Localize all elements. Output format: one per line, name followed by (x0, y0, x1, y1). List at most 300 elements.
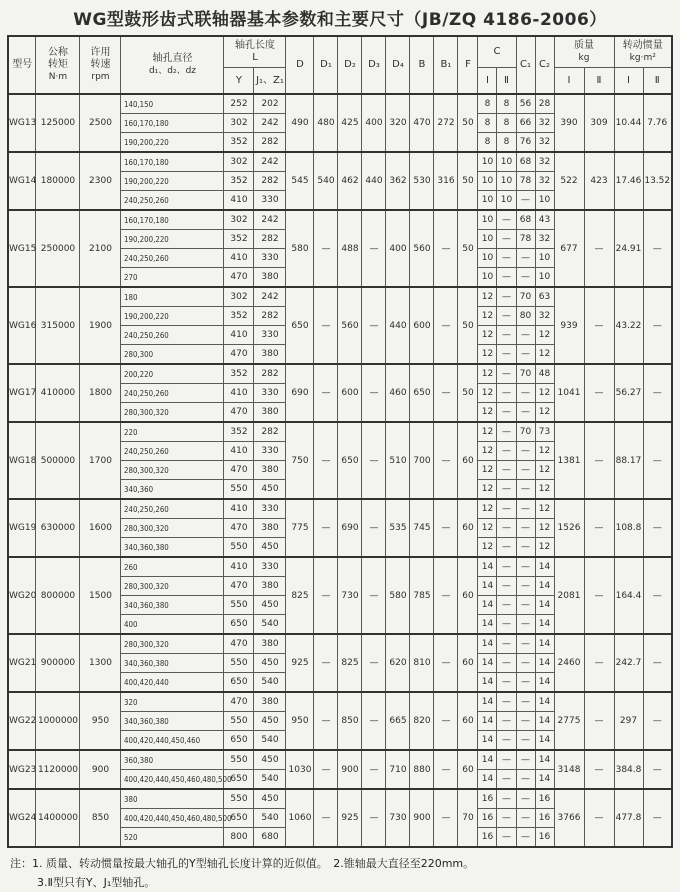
length-y-cell: 800 (224, 828, 254, 848)
bore-diameter-list: 360,380 (124, 755, 154, 765)
c-ii-cell: — (497, 538, 516, 558)
dim-d3-cell: — (362, 364, 386, 422)
c2-cell: 14 (535, 750, 554, 770)
length-j1z1-cell: 202 (254, 94, 286, 114)
bore-diameters-cell (121, 114, 224, 133)
c-ii-cell: — (497, 634, 516, 654)
mass-i-cell: 2081 (554, 557, 584, 634)
c2-cell: 14 (535, 577, 554, 596)
c-ii-cell: — (497, 557, 516, 577)
c-i-cell: 12 (478, 384, 497, 403)
model-cell: WG14 (8, 152, 36, 210)
mass-i-cell: 2460 (554, 634, 584, 692)
dim-d1-cell: — (314, 287, 338, 364)
inertia-i-cell: 164.4 (614, 557, 643, 634)
bore-diameter-list: 240,250,260 (124, 446, 170, 456)
length-y-cell: 470 (224, 403, 254, 423)
length-y-cell: 410 (224, 191, 254, 211)
length-j1z1-cell: 242 (254, 287, 286, 307)
dim-d3-cell: — (362, 789, 386, 847)
spec-row (8, 287, 672, 307)
model-cell: WG22 (8, 692, 36, 750)
c-ii-cell: 8 (497, 133, 516, 153)
mass-i-cell: 3148 (554, 750, 584, 789)
c-ii-cell: — (497, 692, 516, 712)
c1-cell: — (516, 770, 535, 790)
dim-f-cell: 70 (458, 789, 478, 847)
c1-cell: — (516, 692, 535, 712)
spec-row (8, 692, 672, 712)
c-ii-cell: — (497, 789, 516, 809)
dim-f-cell: 60 (458, 499, 478, 557)
mass-ii-cell: — (584, 287, 614, 364)
length-y-cell: 650 (224, 615, 254, 635)
length-j1z1-cell: 540 (254, 673, 286, 693)
c-ii-cell: — (497, 249, 516, 268)
bore-diameters-cell (121, 654, 224, 673)
c-ii-cell: — (497, 345, 516, 365)
col-header-inertia-ii: Ⅱ (643, 68, 672, 95)
c-ii-cell: — (497, 596, 516, 615)
c-ii-cell: — (497, 828, 516, 848)
c-ii-cell: — (497, 422, 516, 442)
c-i-cell: 14 (478, 557, 497, 577)
c2-cell: 12 (535, 499, 554, 519)
dim-d3-cell: — (362, 422, 386, 499)
spec-row (8, 422, 672, 442)
c2-cell: 10 (535, 191, 554, 211)
dim-d2-cell: 425 (338, 94, 362, 152)
length-y-cell: 550 (224, 596, 254, 615)
c-i-cell: 14 (478, 712, 497, 731)
c-ii-cell: — (497, 673, 516, 693)
dim-d2-cell: 650 (338, 422, 362, 499)
length-y-cell: 352 (224, 307, 254, 326)
col-header-length-j1z1: J₁、Z₁ (254, 68, 286, 95)
inertia-i-cell: 88.17 (614, 422, 643, 499)
dim-b1-cell: 272 (434, 94, 458, 152)
bore-diameter-list: 380 (124, 794, 138, 804)
dim-d4-cell: 620 (386, 634, 410, 692)
c2-cell: 32 (535, 133, 554, 153)
dim-d4-cell: 710 (386, 750, 410, 789)
length-j1z1-cell: 450 (254, 596, 286, 615)
c1-cell: — (516, 326, 535, 345)
dim-b-cell: 820 (410, 692, 434, 750)
bore-diameter-list: 400,420,440,450,460 (124, 735, 201, 745)
length-y-cell: 352 (224, 422, 254, 442)
c-ii-cell: — (497, 287, 516, 307)
dim-d1-cell: 480 (314, 94, 338, 152)
inertia-i-cell: 384.8 (614, 750, 643, 789)
c2-cell: 12 (535, 384, 554, 403)
length-j1z1-cell: 380 (254, 345, 286, 365)
c-i-cell: 12 (478, 326, 497, 345)
bore-diameters-cell (121, 499, 224, 519)
model-cell: WG19 (8, 499, 36, 557)
col-header-d3: D₃ (362, 36, 386, 94)
model-cell: WG24 (8, 789, 36, 847)
c-i-cell: 12 (478, 480, 497, 500)
c1-cell: — (516, 538, 535, 558)
bore-diameter-list: 240,250,260 (124, 253, 170, 263)
inertia-i-cell: 10.44 (614, 94, 643, 152)
c1-cell: 78 (516, 230, 535, 249)
dim-d1-cell: — (314, 634, 338, 692)
bore-diameters-cell (121, 828, 224, 848)
c1-cell: 66 (516, 114, 535, 133)
dim-d4-cell: 535 (386, 499, 410, 557)
c-ii-cell: — (497, 364, 516, 384)
c2-cell: 14 (535, 712, 554, 731)
dim-d3-cell: — (362, 557, 386, 634)
torque-cell: 800000 (36, 557, 80, 634)
dim-b-cell: 650 (410, 364, 434, 422)
inertia-ii-cell: — (643, 364, 672, 422)
c1-cell: — (516, 461, 535, 480)
dim-b-cell: 560 (410, 210, 434, 287)
length-y-cell: 470 (224, 692, 254, 712)
col-header-d4: D₄ (386, 36, 410, 94)
dim-d-cell: 925 (286, 634, 314, 692)
dim-b-cell: 470 (410, 94, 434, 152)
dim-d1-cell: — (314, 210, 338, 287)
bore-diameter-list: 340,360,380 (124, 600, 170, 610)
c2-cell: 14 (535, 634, 554, 654)
spec-row (8, 210, 672, 230)
inertia-i-cell: 108.8 (614, 499, 643, 557)
length-j1z1-cell: 330 (254, 249, 286, 268)
dim-f-cell: 50 (458, 364, 478, 422)
c1-cell: — (516, 596, 535, 615)
c-i-cell: 12 (478, 519, 497, 538)
dim-b1-cell: — (434, 692, 458, 750)
mass-i-cell: 1041 (554, 364, 584, 422)
inertia-ii-cell: — (643, 499, 672, 557)
inertia-i-cell: 56.27 (614, 364, 643, 422)
torque-cell: 250000 (36, 210, 80, 287)
c1-cell: — (516, 731, 535, 751)
length-y-cell: 650 (224, 770, 254, 790)
dim-d4-cell: 362 (386, 152, 410, 210)
c-i-cell: 16 (478, 809, 497, 828)
length-j1z1-cell: 380 (254, 634, 286, 654)
length-j1z1-cell: 380 (254, 519, 286, 538)
dim-d-cell: 545 (286, 152, 314, 210)
c2-cell: 16 (535, 789, 554, 809)
col-header-mass-i: Ⅰ (554, 68, 584, 95)
c-i-cell: 8 (478, 94, 497, 114)
length-y-cell: 302 (224, 287, 254, 307)
dim-b1-cell: — (434, 634, 458, 692)
c2-cell: 10 (535, 268, 554, 288)
length-y-cell: 470 (224, 519, 254, 538)
col-header-d: D (286, 36, 314, 94)
bore-diameters-cell (121, 422, 224, 442)
c1-cell: — (516, 519, 535, 538)
c1-cell: 56 (516, 94, 535, 114)
length-y-cell: 550 (224, 789, 254, 809)
col-header-b1: B₁ (434, 36, 458, 94)
dim-b1-cell: — (434, 557, 458, 634)
c1-cell: 78 (516, 172, 535, 191)
c-i-cell: 8 (478, 133, 497, 153)
c2-cell: 12 (535, 403, 554, 423)
torque-cell: 410000 (36, 364, 80, 422)
col-header-mass: 质量 kg (554, 36, 614, 68)
c1-cell: — (516, 191, 535, 211)
bore-diameter-list: 340,360,380 (124, 658, 170, 668)
bore-diameter-list: 190,200,220 (124, 176, 170, 186)
c-ii-cell: — (497, 230, 516, 249)
dim-d3-cell: — (362, 287, 386, 364)
length-j1z1-cell: 540 (254, 809, 286, 828)
model-cell: WG21 (8, 634, 36, 692)
dim-d2-cell: 690 (338, 499, 362, 557)
dim-f-cell: 60 (458, 634, 478, 692)
dim-d-cell: 650 (286, 287, 314, 364)
bore-diameters-cell (121, 789, 224, 809)
length-j1z1-cell: 330 (254, 326, 286, 345)
length-j1z1-cell: 450 (254, 538, 286, 558)
c1-cell: 80 (516, 307, 535, 326)
speed-cell: 1700 (80, 422, 121, 499)
inertia-ii-cell: — (643, 557, 672, 634)
dim-f-cell: 60 (458, 692, 478, 750)
dim-b1-cell: — (434, 210, 458, 287)
c2-cell: 14 (535, 731, 554, 751)
length-j1z1-cell: 282 (254, 133, 286, 153)
spec-row (8, 364, 672, 384)
c1-cell: — (516, 249, 535, 268)
length-y-cell: 650 (224, 673, 254, 693)
mass-i-cell: 1526 (554, 499, 584, 557)
dim-d1-cell: — (314, 364, 338, 422)
c2-cell: 14 (535, 770, 554, 790)
c1-cell: — (516, 809, 535, 828)
c1-cell: — (516, 442, 535, 461)
c-ii-cell: — (497, 712, 516, 731)
mass-ii-cell: — (584, 499, 614, 557)
dim-b-cell: 785 (410, 557, 434, 634)
inertia-i-cell: 477.8 (614, 789, 643, 847)
c-ii-cell: 8 (497, 114, 516, 133)
bore-diameter-list: 140,150 (124, 99, 154, 109)
c2-cell: 63 (535, 287, 554, 307)
inertia-ii-cell: — (643, 422, 672, 499)
mass-ii-cell: 423 (584, 152, 614, 210)
length-y-cell: 470 (224, 577, 254, 596)
length-j1z1-cell: 242 (254, 210, 286, 230)
length-j1z1-cell: 680 (254, 828, 286, 848)
inertia-ii-cell: — (643, 210, 672, 287)
c2-cell: 14 (535, 557, 554, 577)
mass-ii-cell: — (584, 210, 614, 287)
bore-diameters-cell (121, 538, 224, 558)
page-title: WG型鼓形齿式联轴器基本参数和主要尺寸（JB/ZQ 4186-2006） (73, 10, 607, 30)
c1-cell: 68 (516, 210, 535, 230)
bore-diameters-cell (121, 384, 224, 403)
c-ii-cell: — (497, 442, 516, 461)
mass-i-cell: 3766 (554, 789, 584, 847)
length-j1z1-cell: 450 (254, 789, 286, 809)
c1-cell: — (516, 615, 535, 635)
speed-cell: 1500 (80, 557, 121, 634)
model-cell: WG15 (8, 210, 36, 287)
bore-diameter-list: 340,360 (124, 484, 154, 494)
mass-ii-cell: 309 (584, 94, 614, 152)
c-ii-cell: — (497, 750, 516, 770)
dim-d3-cell: — (362, 692, 386, 750)
model-cell: WG13 (8, 94, 36, 152)
bore-diameters-cell (121, 326, 224, 345)
length-j1z1-cell: 450 (254, 750, 286, 770)
inertia-ii-cell: 13.52 (643, 152, 672, 210)
dim-d4-cell: 665 (386, 692, 410, 750)
bore-diameter-list: 160,170,180 (124, 118, 170, 128)
torque-cell: 1000000 (36, 692, 80, 750)
torque-cell: 630000 (36, 499, 80, 557)
bore-diameter-list: 340,360,380 (124, 716, 170, 726)
torque-cell: 1400000 (36, 789, 80, 847)
bore-diameter-list: 270 (124, 272, 138, 282)
c1-cell: 76 (516, 133, 535, 153)
c-i-cell: 14 (478, 692, 497, 712)
speed-cell: 1300 (80, 634, 121, 692)
length-y-cell: 550 (224, 538, 254, 558)
dim-d3-cell: — (362, 210, 386, 287)
mass-i-cell: 677 (554, 210, 584, 287)
c1-cell: — (516, 828, 535, 848)
c2-cell: 32 (535, 230, 554, 249)
mass-i-cell: 522 (554, 152, 584, 210)
length-j1z1-cell: 450 (254, 712, 286, 731)
length-j1z1-cell: 540 (254, 731, 286, 751)
col-header-c-ii: Ⅱ (497, 68, 516, 95)
length-y-cell: 470 (224, 345, 254, 365)
dim-b-cell: 810 (410, 634, 434, 692)
length-y-cell: 302 (224, 114, 254, 133)
c-ii-cell: — (497, 403, 516, 423)
bore-diameter-list: 240,250,260 (124, 195, 170, 205)
dim-d1-cell: — (314, 422, 338, 499)
c1-cell: 70 (516, 287, 535, 307)
dim-d3-cell: 440 (362, 152, 386, 210)
bore-diameters-cell (121, 596, 224, 615)
mass-ii-cell: — (584, 789, 614, 847)
c-i-cell: 14 (478, 654, 497, 673)
dim-b1-cell: — (434, 364, 458, 422)
c-i-cell: 10 (478, 249, 497, 268)
bore-diameter-list: 190,200,220 (124, 234, 170, 244)
speed-cell: 850 (80, 789, 121, 847)
speed-cell: 2100 (80, 210, 121, 287)
length-j1z1-cell: 450 (254, 480, 286, 500)
dim-b-cell: 600 (410, 287, 434, 364)
c2-cell: 10 (535, 249, 554, 268)
col-header-d2: D₂ (338, 36, 362, 94)
dim-d4-cell: 510 (386, 422, 410, 499)
torque-cell: 900000 (36, 634, 80, 692)
dim-d2-cell: 825 (338, 634, 362, 692)
col-header-torque: 公称 转矩 N·m (36, 36, 80, 94)
inertia-ii-cell: — (643, 789, 672, 847)
bore-diameters-cell (121, 249, 224, 268)
c1-cell: — (516, 712, 535, 731)
c-i-cell: 12 (478, 499, 497, 519)
dim-f-cell: 50 (458, 94, 478, 152)
length-y-cell: 410 (224, 249, 254, 268)
c-i-cell: 10 (478, 172, 497, 191)
bore-diameter-list: 240,250,260 (124, 388, 170, 398)
c-ii-cell: — (497, 210, 516, 230)
dim-d4-cell: 580 (386, 557, 410, 634)
c-i-cell: 14 (478, 634, 497, 654)
bore-diameters-cell (121, 345, 224, 365)
col-header-inertia: 转动惯量 kg·m² (614, 36, 672, 68)
dim-d1-cell: — (314, 789, 338, 847)
dim-d-cell: 775 (286, 499, 314, 557)
bore-diameters-cell (121, 577, 224, 596)
model-cell: WG20 (8, 557, 36, 634)
c2-cell: 14 (535, 596, 554, 615)
spec-row (8, 634, 672, 654)
bore-diameters-cell (121, 287, 224, 307)
length-j1z1-cell: 330 (254, 557, 286, 577)
length-j1z1-cell: 330 (254, 442, 286, 461)
col-header-speed: 许用 转速 rpm (80, 36, 121, 94)
c-i-cell: 14 (478, 731, 497, 751)
length-j1z1-cell: 380 (254, 692, 286, 712)
c-ii-cell: — (497, 809, 516, 828)
dim-d-cell: 1060 (286, 789, 314, 847)
c2-cell: 32 (535, 114, 554, 133)
c-i-cell: 14 (478, 615, 497, 635)
bore-diameters-cell (121, 152, 224, 172)
bore-diameters-cell (121, 230, 224, 249)
dim-d2-cell: 850 (338, 692, 362, 750)
dim-b-cell: 880 (410, 750, 434, 789)
c-i-cell: 12 (478, 461, 497, 480)
length-y-cell: 470 (224, 461, 254, 480)
spec-row (8, 789, 672, 809)
bore-diameters-cell (121, 442, 224, 461)
length-y-cell: 550 (224, 712, 254, 731)
c1-cell: — (516, 480, 535, 500)
dim-d1-cell: 540 (314, 152, 338, 210)
inertia-ii-cell: — (643, 634, 672, 692)
dim-f-cell: 50 (458, 152, 478, 210)
dim-d2-cell: 600 (338, 364, 362, 422)
length-y-cell: 550 (224, 750, 254, 770)
bore-diameters-cell (121, 461, 224, 480)
dim-d-cell: 580 (286, 210, 314, 287)
dim-d-cell: 750 (286, 422, 314, 499)
spec-table-body (8, 94, 672, 847)
model-cell: WG17 (8, 364, 36, 422)
bore-diameter-list: 200,220 (124, 369, 154, 379)
bore-diameters-cell (121, 615, 224, 635)
length-j1z1-cell: 380 (254, 403, 286, 423)
c-ii-cell: 10 (497, 152, 516, 172)
c1-cell: — (516, 557, 535, 577)
spec-row (8, 557, 672, 577)
dim-f-cell: 60 (458, 750, 478, 789)
length-j1z1-cell: 282 (254, 364, 286, 384)
footnote-line-2: 3.Ⅱ型只有Y、J₁型轴孔。 (37, 875, 156, 889)
col-header-length-y: Y (224, 68, 254, 95)
inertia-i-cell: 24.91 (614, 210, 643, 287)
